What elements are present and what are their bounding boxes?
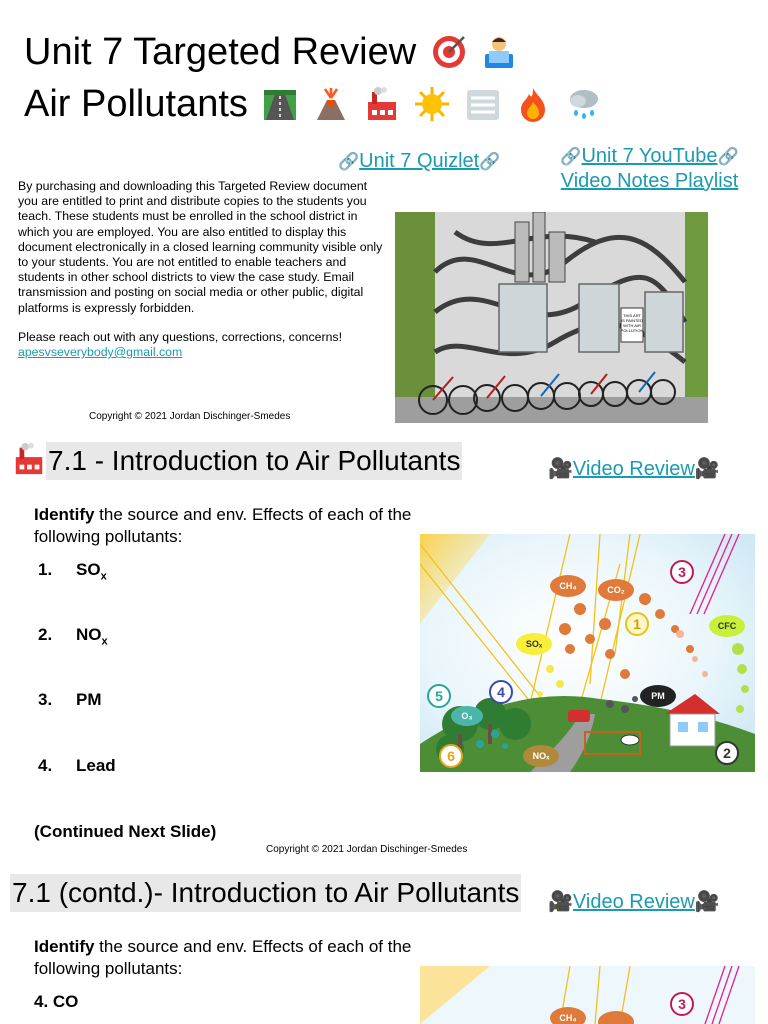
diagram-number: 4 [497,684,505,700]
instruction-bold: Identify [34,505,95,524]
motorway-icon [262,86,298,122]
diagram-number: 1 [633,616,641,632]
diagram-label-cfc: CFC [717,621,737,631]
instruction-text: the source and env. Effects of each of the following pollutants: [34,937,412,978]
contact-text: Please reach out with any questions, corrections, concerns! [18,329,342,344]
section1-header [12,442,462,480]
legal-notice [18,179,390,360]
instruction-text: the source and env. Effects of each of the following pollutants: [34,505,412,546]
title-line2: Air Pollutants [24,83,248,125]
diagram-number: 5 [435,688,443,704]
quizlet-link-row [338,150,500,173]
diagram-label-sox: SOₓ [525,639,543,649]
mural-sign-text: THIS ART IS PAINTED WITH AIR POLLUTION [620,313,644,333]
page-subtitle [24,83,602,125]
link-chain-icon: 🔗 [560,147,582,166]
section2-video-link-row [548,889,720,914]
instruction-bold: Identify [34,937,95,956]
diagram-label-ch4: CH₄ [559,1013,577,1023]
volcano-icon [313,86,349,122]
section2-instructions [34,936,414,980]
video-camera-icon: 🎥 [548,891,573,913]
link-chain-icon: 🔗 [338,152,360,171]
diagram-number: 6 [447,748,455,764]
pollutant-item: 3. PM [38,690,102,709]
diagram-number: 3 [678,564,686,580]
technologist-icon [481,34,517,70]
copyright-text: Copyright © 2021 Jordan Dischinger-Smedes [89,411,291,422]
youtube-playlist-link[interactable]: Video Notes Playlist [560,170,739,192]
section1-instructions [34,504,414,548]
fog-icon [465,86,501,122]
factory-icon [364,86,400,122]
diagram-label-nox: NOₓ [532,751,550,761]
diagram-number: 2 [723,745,731,761]
pollutant-item: 1. $SO_x$ [38,560,107,583]
fire-icon [515,86,551,122]
quizlet-link[interactable]: Unit 7 Quizlet [359,150,480,172]
section1-title: 7.1 - Introduction to Air Pollutants [46,442,462,480]
pollutant-item: 4. Lead [38,756,116,775]
video-camera-icon: 🎥 [694,458,720,480]
continued-note: (Continued Next Slide) [34,822,217,841]
youtube-link[interactable]: Unit 7 YouTube [581,145,718,167]
section1-video-link-row [548,456,720,481]
diagram-label-o3: O₃ [461,711,473,721]
video-camera-icon: 🎥 [548,458,573,480]
section2-title: 7.1 (contd.)- Introduction to Air Pollutants [10,874,521,912]
rain-cloud-icon [566,86,602,122]
pollutant-item-co: 4. CO [34,992,79,1011]
youtube-link-block [552,144,747,194]
sun-icon [414,86,450,122]
copyright-text: Copyright © 2021 Jordan Dischinger-Smedes [266,844,468,855]
diagram-label-ch4: CH₄ [559,581,577,591]
air-pollutants-diagram-partial [420,966,755,1024]
pollutant-item: 2. $NO_x$ [38,625,108,648]
air-pollution-mural-photo [395,212,708,423]
page-title [24,31,517,73]
air-pollutants-diagram [420,534,755,772]
section1-video-review-link[interactable]: Video Review [572,458,695,480]
video-camera-icon: 🎥 [694,891,720,913]
legal-paragraph: By purchasing and downloading this Targeted Review document you are entitled to print and distribute copies to the students you teach. These students must be enrolled in the school district in which you are employed. You are also entitled to display this document electronically in a closed learning community visible only to your students. You are not entitled to enable teachers and students in other school districts to view the case study. Email transmission and posting on social media or other public, digital platforms is expressly forbidden. [18,179,383,315]
diagram-label-pm: PM [651,691,665,701]
link-chain-icon: 🔗 [479,152,501,171]
section2-video-review-link[interactable]: Video Review [572,891,695,913]
contact-email-link[interactable]: apesvseverybody@gmail.com [18,345,183,360]
title-line1: Unit 7 Targeted Review [24,31,417,73]
link-chain-icon: 🔗 [717,147,739,166]
diagram-label-co2: CO₂ [607,585,625,595]
target-icon [431,34,467,70]
factory-icon [12,442,46,476]
diagram-number: 3 [678,996,686,1012]
